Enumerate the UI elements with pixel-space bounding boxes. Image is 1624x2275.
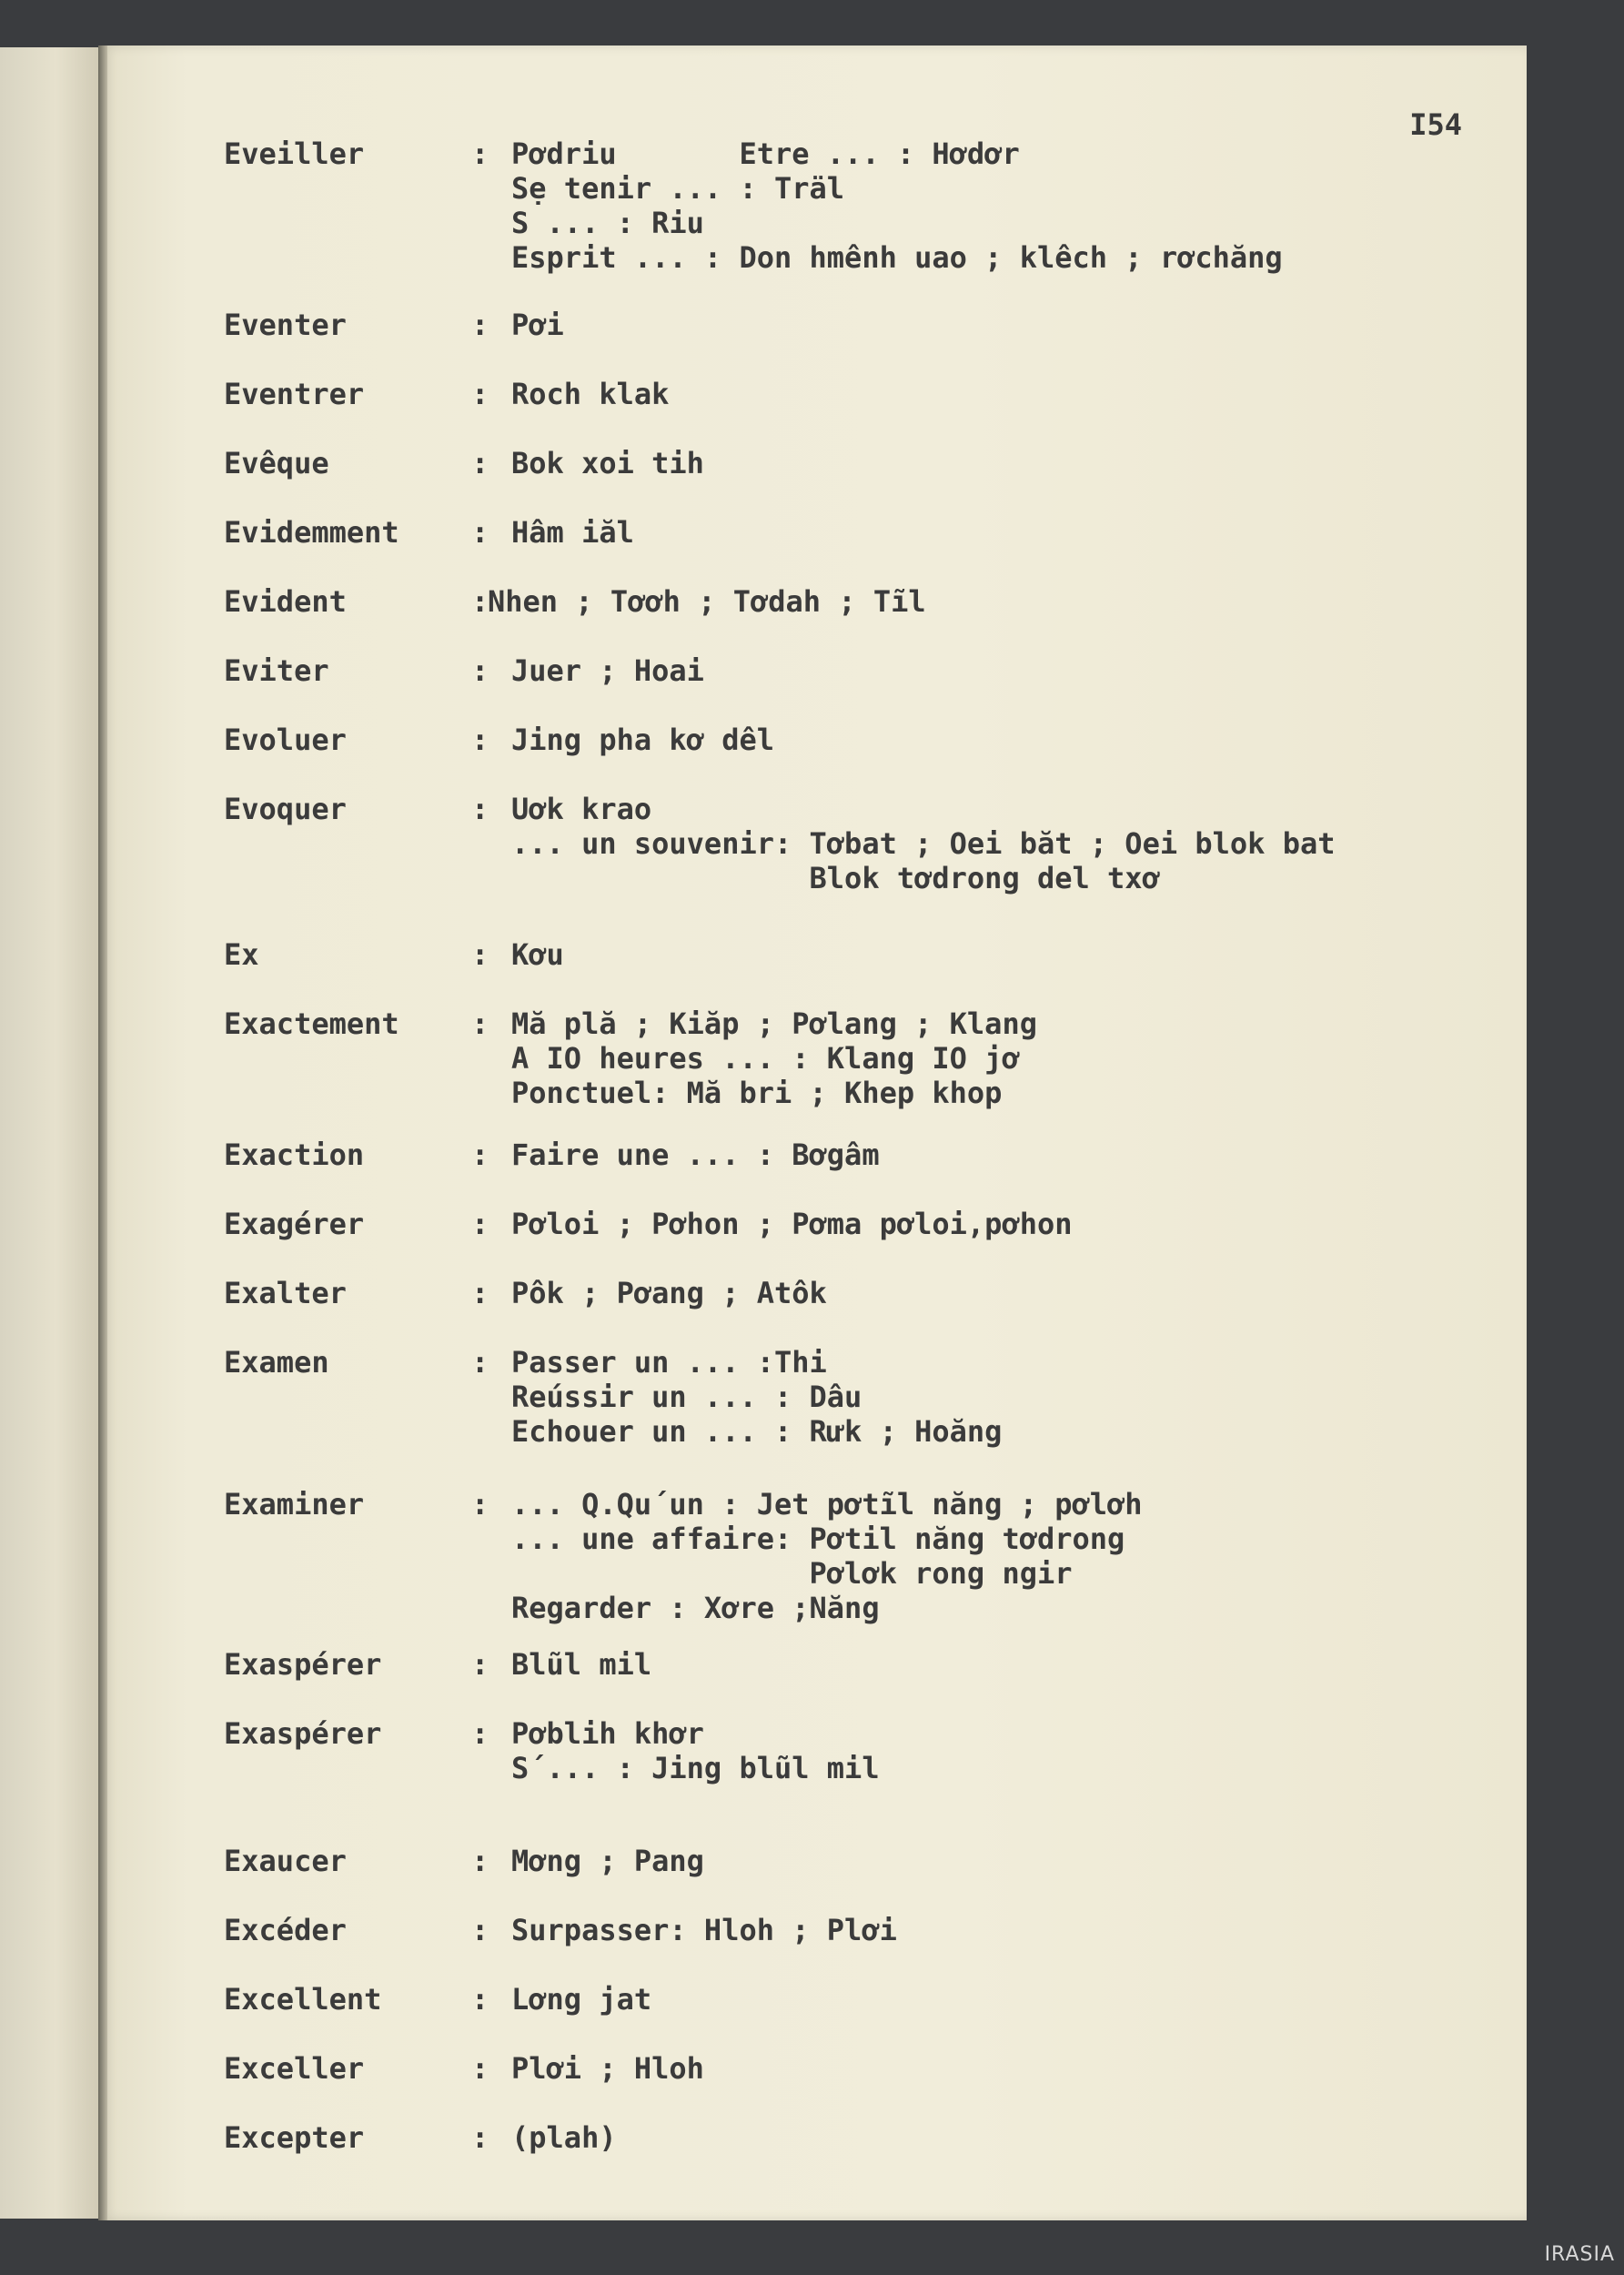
definition-line: Blok tơdrong del txơ [511, 861, 1160, 895]
definition-line: S´... : Jing blũl mil [511, 1751, 880, 1785]
entry-colon: : [471, 1006, 489, 1041]
entry-headword: Excellent [224, 1982, 382, 2017]
definition-line: Sẹ tenir ... : Träl [511, 171, 845, 206]
entry-definition [511, 1006, 1037, 1110]
entry-headword: Eventer [224, 308, 347, 342]
source-watermark: IRASIA [1544, 2243, 1615, 2266]
entry-headword: Evêque [224, 446, 329, 480]
entry-colon: : [471, 1487, 489, 1522]
entry-headword: Evoquer [224, 792, 347, 826]
definition-line: S ... : Riu [511, 206, 704, 240]
entry-definition [511, 446, 704, 480]
entry-definition [511, 515, 634, 550]
entry-definition [511, 937, 564, 972]
entry-definition [511, 2120, 617, 2155]
entry-colon: : [471, 584, 489, 619]
definition-line: Roch klak [511, 377, 670, 411]
entry-colon: : [471, 937, 489, 972]
definition-line: Juer ; Hoai [511, 653, 704, 688]
entry-headword: Exactement [224, 1006, 399, 1041]
entry-definition [511, 723, 774, 757]
entry-colon: : [471, 653, 489, 688]
entry-definition [511, 1913, 897, 1947]
entry-colon: : [471, 1982, 489, 2017]
entry-definition [511, 308, 564, 342]
entry-definition [511, 1207, 1073, 1241]
entry-colon: : [471, 792, 489, 826]
definition-line: Jing pha kơ dêl [511, 723, 774, 757]
definition-line: Pơi [511, 308, 564, 342]
definition-line: Ponctuel: Mă bri ; Khep khop [511, 1076, 1003, 1110]
definition-line: A IO heures ... : Klang IO jơ [511, 1041, 1020, 1076]
entry-headword: Exaspérer [224, 1716, 382, 1751]
entry-headword: Eviter [224, 653, 329, 688]
entry-headword: Ex [224, 937, 259, 972]
definition-line: Blũl mil [511, 1647, 652, 1682]
entry-definition [511, 136, 1283, 275]
definition-line: Pơdriu Etre ... : Hơdơr [511, 136, 1020, 171]
definition-line: Plơi ; Hloh [511, 2051, 704, 2086]
definition-line: Bok xoi tih [511, 446, 704, 480]
entry-colon: : [471, 377, 489, 411]
page-number: I54 [1409, 107, 1462, 142]
entry-colon: : [471, 1207, 489, 1241]
definition-line: Passer un ... :Thi [511, 1345, 827, 1380]
definition-line: ... une affaire: Pơtil năng tơdrong [511, 1522, 1125, 1556]
definition-line: Pơblih khơr [511, 1716, 704, 1751]
entry-colon: : [471, 1844, 489, 1878]
entry-definition [511, 1138, 880, 1172]
entry-headword: Exaction [224, 1138, 365, 1172]
entry-headword: Exalter [224, 1276, 347, 1310]
entry-headword: Excéder [224, 1913, 347, 1947]
entry-headword: Exceller [224, 2051, 365, 2086]
entry-definition [511, 1982, 651, 2017]
definition-line: Reússir un ... : Dâu [511, 1380, 862, 1414]
entry-colon: : [471, 2120, 489, 2155]
definition-line: Faire une ... : Bơgâm [511, 1138, 880, 1172]
entry-colon: : [471, 1716, 489, 1751]
definition-line: Mơng ; Pang [511, 1844, 704, 1878]
entry-definition [511, 1487, 1143, 1625]
entry-colon: : [471, 723, 489, 757]
definition-line: Uơk krao [511, 792, 652, 826]
entry-colon: : [471, 308, 489, 342]
entry-headword: Exaspérer [224, 1647, 382, 1682]
entry-colon: : [471, 1276, 489, 1310]
entry-colon: : [471, 1913, 489, 1947]
definition-line: Surpasser: Hloh ; Plơi [511, 1913, 897, 1947]
entry-definition [511, 792, 1335, 895]
entry-headword: Eventrer [224, 377, 365, 411]
definition-line: Esprit ... : Don hmênh uao ; klêch ; rơchăng [511, 240, 1283, 275]
entry-definition [511, 1716, 880, 1785]
definition-line: Pơloi ; Pơhon ; Pơma pơloi,pơhon [511, 1207, 1073, 1241]
left-page-edge [0, 47, 104, 2219]
definition-line: Kơu [511, 937, 564, 972]
entry-colon: : [471, 515, 489, 550]
entry-headword: Examiner [224, 1487, 365, 1522]
entry-colon: : [471, 1647, 489, 1682]
definition-line: ... un souvenir: Tơbat ; Oei băt ; Oei blok bat [511, 826, 1336, 861]
entry-headword: Exaucer [224, 1844, 347, 1878]
definition-line: ... Q.Qu´un : Jet pơtĩl năng ; pơlơh [511, 1487, 1143, 1522]
entry-headword: Evidemment [224, 515, 399, 550]
entry-colon: : [471, 1138, 489, 1172]
entry-headword: Excepter [224, 2120, 365, 2155]
entry-definition [488, 584, 926, 619]
entry-headword: Examen [224, 1345, 329, 1380]
entry-definition [511, 2051, 704, 2086]
entry-colon: : [471, 1345, 489, 1380]
entry-headword: Evoluer [224, 723, 347, 757]
definition-line: Hâm iăl [511, 515, 634, 550]
entry-definition [511, 377, 669, 411]
definition-line: Pơlơk rong ngir [511, 1556, 1073, 1591]
entry-definition [511, 1647, 651, 1682]
entry-headword: Evident [224, 584, 347, 619]
book-spine [98, 46, 107, 2220]
entry-definition [511, 1345, 1002, 1449]
definition-line: (plah) [511, 2120, 617, 2155]
definition-line: Mă plă ; Kiăp ; Pơlang ; Klang [511, 1006, 1037, 1041]
entry-definition [511, 653, 704, 688]
definition-line: Nhen ; Tơơh ; Tơdah ; Tĩl [488, 584, 926, 619]
entry-headword: Exagérer [224, 1207, 365, 1241]
document-page [102, 46, 1527, 2220]
entry-definition [511, 1844, 704, 1878]
definition-line: Regarder : Xơre ;Năng [511, 1591, 880, 1625]
entry-colon: : [471, 2051, 489, 2086]
definition-line: Pôk ; Pơang ; Atôk [511, 1276, 827, 1310]
definition-line: Echouer un ... : Rưk ; Hoăng [511, 1414, 1003, 1449]
entry-colon: : [471, 136, 489, 171]
entry-colon: : [471, 446, 489, 480]
entry-definition [511, 1276, 827, 1310]
definition-line: Lơng jat [511, 1982, 652, 2017]
entry-headword: Eveiller [224, 136, 365, 171]
